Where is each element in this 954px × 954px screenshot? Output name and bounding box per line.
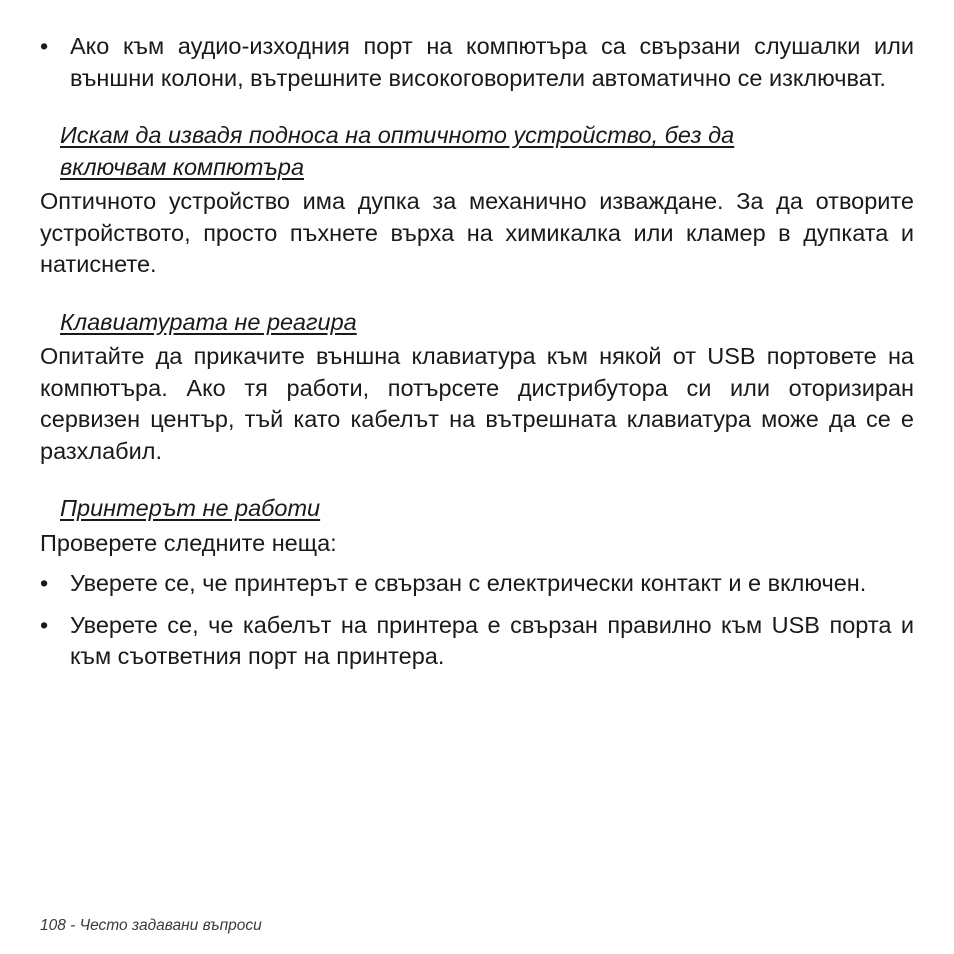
list-item bbox=[40, 610, 914, 673]
page-footer: 108 - Често задавани въпроси bbox=[40, 917, 262, 934]
list-item-text: Ако към аудио-изходния порт на компютъра са свързани слушалки или външни колони, вътрешните високоговорители автоматично се изключват. bbox=[70, 33, 914, 91]
bullet-icon: • bbox=[40, 611, 49, 638]
section-heading-optical-drive: Искам да извадя подноса на оптичното устройство, без да включвам компютъра bbox=[60, 122, 735, 180]
paragraph-optical-drive: Оптичното устройство има дупка за механично изваждане. За да отворите устройството, просто пъхнете върха на химикалка или кламер в дупката и натиснете. bbox=[40, 188, 914, 277]
list-item bbox=[40, 568, 914, 600]
paragraph-printer-intro: Проверете следните неща: bbox=[40, 529, 337, 556]
list-item-text: Уверете се, че кабелът на принтера е свързан правилно към USB порта и към съответния порт на принтера. bbox=[70, 611, 914, 669]
section-heading-printer: Принтерът не работи bbox=[60, 495, 321, 521]
paragraph-keyboard: Опитайте да прикачите външна клавиатура към някой от USB портовете на компютъра. Ако тя работи, потърсете дистрибутора си или оторизиран сервизен център, тъй като кабелът на вътрешната клавиатура може да се е разхлабил. bbox=[40, 343, 914, 464]
bullet-icon: • bbox=[40, 33, 49, 59]
bullet-icon: • bbox=[40, 570, 49, 596]
section-heading-keyboard: Клавиатурата не реагира bbox=[60, 308, 357, 335]
document-page bbox=[40, 31, 914, 673]
list-item bbox=[40, 31, 914, 94]
list-item-text: Уверете се, че принтерът е свързан с електрически контакт и е включен. bbox=[70, 570, 867, 596]
